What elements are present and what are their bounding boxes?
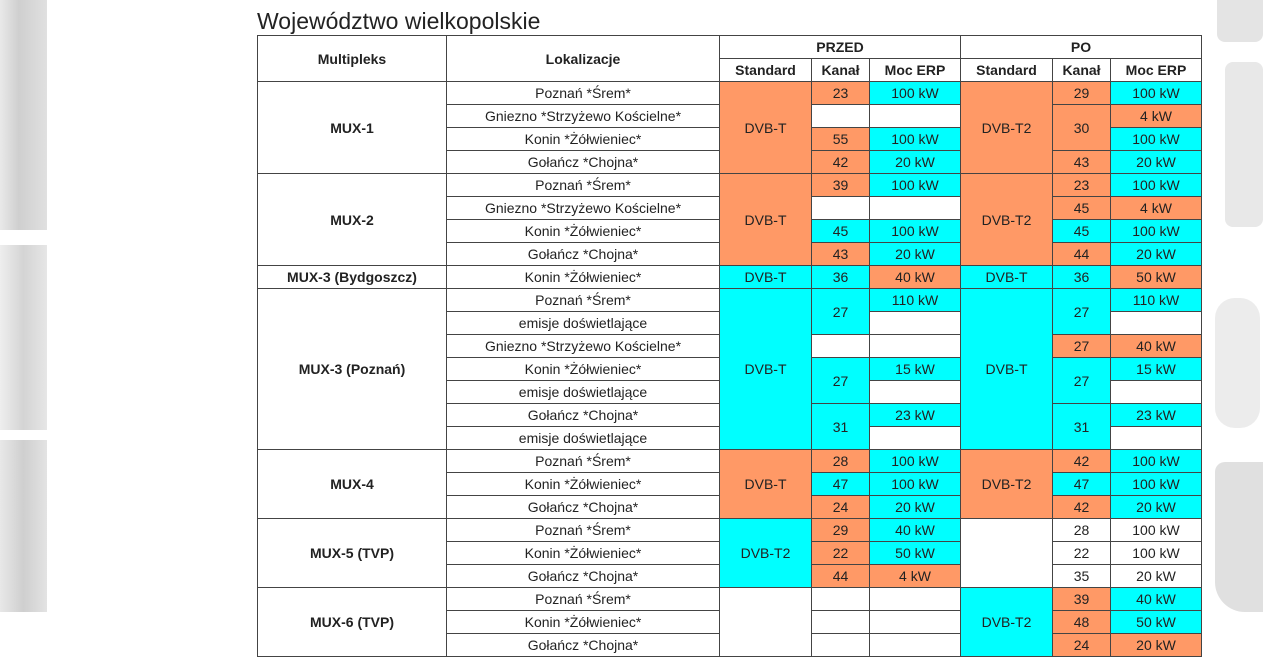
- kanal-przed-cell: 43: [812, 243, 870, 266]
- moc-przed-cell: [870, 381, 961, 404]
- kanal-po-cell: 42: [1053, 450, 1111, 473]
- table-row: [258, 174, 1202, 197]
- moc-po-cell: 50 kW: [1111, 266, 1202, 289]
- standard-po-cell: [961, 519, 1053, 588]
- kanal-po-cell: 30: [1053, 105, 1111, 151]
- moc-po-cell: 100 kW: [1111, 473, 1202, 496]
- location-cell: Konin *Żółwieniec*: [447, 473, 720, 496]
- moc-po-cell: [1111, 427, 1202, 450]
- kanal-przed-cell: 44: [812, 565, 870, 588]
- moc-przed-cell: [870, 105, 961, 128]
- kanal-po-cell: 29: [1053, 82, 1111, 105]
- decorative-side-image: [0, 245, 47, 430]
- moc-po-cell: 20 kW: [1111, 243, 1202, 266]
- table-row: [258, 450, 1202, 473]
- moc-przed-cell: 20 kW: [870, 243, 961, 266]
- kanal-po-cell: 24: [1053, 634, 1111, 657]
- kanal-przed-cell: [812, 611, 870, 634]
- location-cell: Gniezno *Strzyżewo Kościelne*: [447, 197, 720, 220]
- moc-po-cell: 100 kW: [1111, 82, 1202, 105]
- header-moc-po: Moc ERP: [1111, 59, 1202, 82]
- table-row: [258, 266, 1202, 289]
- standard-przed-cell: DVB-T: [720, 289, 812, 450]
- location-cell: Gniezno *Strzyżewo Kościelne*: [447, 335, 720, 358]
- moc-po-cell: 40 kW: [1111, 335, 1202, 358]
- kanal-przed-cell: 27: [812, 289, 870, 335]
- kanal-po-cell: 27: [1053, 358, 1111, 404]
- kanal-przed-cell: 39: [812, 174, 870, 197]
- kanal-po-cell: 22: [1053, 542, 1111, 565]
- moc-po-cell: 50 kW: [1111, 611, 1202, 634]
- moc-przed-cell: 100 kW: [870, 174, 961, 197]
- kanal-po-cell: 44: [1053, 243, 1111, 266]
- moc-po-cell: 4 kW: [1111, 105, 1202, 128]
- decorative-side-image: [1215, 298, 1260, 428]
- mux-name: MUX-6 (TVP): [258, 588, 447, 657]
- kanal-przed-cell: [812, 634, 870, 657]
- location-cell: Poznań *Śrem*: [447, 588, 720, 611]
- moc-przed-cell: [870, 197, 961, 220]
- standard-przed-cell: DVB-T: [720, 82, 812, 174]
- standard-przed-cell: DVB-T2: [720, 519, 812, 588]
- location-cell: Poznań *Śrem*: [447, 82, 720, 105]
- mux-name: MUX-1: [258, 82, 447, 174]
- page-title: Województwo wielkopolskie: [257, 8, 541, 34]
- kanal-przed-cell: 23: [812, 82, 870, 105]
- location-cell: Gołańcz *Chojna*: [447, 496, 720, 519]
- location-cell: Poznań *Śrem*: [447, 519, 720, 542]
- moc-po-cell: 100 kW: [1111, 220, 1202, 243]
- moc-przed-cell: [870, 588, 961, 611]
- standard-po-cell: DVB-T2: [961, 82, 1053, 174]
- moc-przed-cell: [870, 611, 961, 634]
- kanal-przed-cell: 22: [812, 542, 870, 565]
- kanal-przed-cell: 55: [812, 128, 870, 151]
- standard-po-cell: DVB-T2: [961, 588, 1053, 657]
- kanal-przed-cell: 29: [812, 519, 870, 542]
- moc-po-cell: 20 kW: [1111, 496, 1202, 519]
- kanal-po-cell: 23: [1053, 174, 1111, 197]
- header-przed: PRZED: [720, 36, 961, 59]
- kanal-po-cell: 28: [1053, 519, 1111, 542]
- kanal-po-cell: 42: [1053, 496, 1111, 519]
- standard-po-cell: DVB-T2: [961, 174, 1053, 266]
- standard-przed-cell: DVB-T: [720, 450, 812, 519]
- kanal-przed-cell: [812, 197, 870, 220]
- moc-po-cell: 4 kW: [1111, 197, 1202, 220]
- location-cell: emisje doświetlające: [447, 381, 720, 404]
- moc-przed-cell: [870, 312, 961, 335]
- standard-przed-cell: DVB-T: [720, 174, 812, 266]
- kanal-po-cell: 48: [1053, 611, 1111, 634]
- moc-po-cell: [1111, 381, 1202, 404]
- kanal-przed-cell: 24: [812, 496, 870, 519]
- kanal-przed-cell: 45: [812, 220, 870, 243]
- location-cell: Gołańcz *Chojna*: [447, 243, 720, 266]
- moc-po-cell: 15 kW: [1111, 358, 1202, 381]
- mux-name: MUX-2: [258, 174, 447, 266]
- moc-po-cell: 110 kW: [1111, 289, 1202, 312]
- decorative-side-image: [0, 440, 47, 612]
- kanal-przed-cell: 28: [812, 450, 870, 473]
- header-kanal-przed: Kanał: [812, 59, 870, 82]
- header-po: PO: [961, 36, 1202, 59]
- kanal-po-cell: 45: [1053, 197, 1111, 220]
- kanal-przed-cell: 27: [812, 358, 870, 404]
- standard-po-cell: DVB-T: [961, 289, 1053, 450]
- moc-przed-cell: 100 kW: [870, 82, 961, 105]
- kanal-po-cell: 47: [1053, 473, 1111, 496]
- decorative-side-image: [0, 0, 47, 230]
- header-kanal-po: Kanał: [1053, 59, 1111, 82]
- location-cell: Poznań *Śrem*: [447, 289, 720, 312]
- location-cell: Gołańcz *Chojna*: [447, 404, 720, 427]
- moc-po-cell: 40 kW: [1111, 588, 1202, 611]
- moc-przed-cell: 40 kW: [870, 266, 961, 289]
- location-cell: Konin *Żółwieniec*: [447, 220, 720, 243]
- moc-przed-cell: 100 kW: [870, 128, 961, 151]
- moc-po-cell: 100 kW: [1111, 542, 1202, 565]
- moc-przed-cell: 100 kW: [870, 220, 961, 243]
- kanal-przed-cell: 42: [812, 151, 870, 174]
- moc-po-cell: 100 kW: [1111, 128, 1202, 151]
- moc-przed-cell: [870, 335, 961, 358]
- kanal-po-cell: 39: [1053, 588, 1111, 611]
- kanal-po-cell: 27: [1053, 289, 1111, 335]
- location-cell: Konin *Żółwieniec*: [447, 266, 720, 289]
- location-cell: Poznań *Śrem*: [447, 450, 720, 473]
- moc-przed-cell: 15 kW: [870, 358, 961, 381]
- kanal-po-cell: 43: [1053, 151, 1111, 174]
- moc-po-cell: 100 kW: [1111, 519, 1202, 542]
- kanal-przed-cell: 47: [812, 473, 870, 496]
- decorative-side-image: [1225, 62, 1263, 227]
- moc-przed-cell: 20 kW: [870, 496, 961, 519]
- moc-po-cell: 20 kW: [1111, 565, 1202, 588]
- header-multipleks: Multipleks: [258, 36, 447, 82]
- header-standard-przed: Standard: [720, 59, 812, 82]
- moc-przed-cell: 23 kW: [870, 404, 961, 427]
- table-row: [258, 289, 1202, 312]
- kanal-przed-cell: [812, 588, 870, 611]
- moc-przed-cell: 110 kW: [870, 289, 961, 312]
- moc-przed-cell: 100 kW: [870, 450, 961, 473]
- mux-name: MUX-3 (Poznań): [258, 289, 447, 450]
- moc-po-cell: 100 kW: [1111, 174, 1202, 197]
- kanal-po-cell: 45: [1053, 220, 1111, 243]
- location-cell: Gołańcz *Chojna*: [447, 151, 720, 174]
- multiplex-table: [257, 35, 1202, 657]
- moc-przed-cell: 50 kW: [870, 542, 961, 565]
- moc-przed-cell: 100 kW: [870, 473, 961, 496]
- kanal-przed-cell: [812, 105, 870, 128]
- location-cell: Poznań *Śrem*: [447, 174, 720, 197]
- location-cell: Konin *Żółwieniec*: [447, 358, 720, 381]
- location-cell: emisje doświetlające: [447, 427, 720, 450]
- decorative-side-image: [1217, 0, 1263, 42]
- moc-po-cell: 20 kW: [1111, 151, 1202, 174]
- moc-przed-cell: 20 kW: [870, 151, 961, 174]
- header-moc-przed: Moc ERP: [870, 59, 961, 82]
- moc-po-cell: 23 kW: [1111, 404, 1202, 427]
- standard-po-cell: DVB-T: [961, 266, 1053, 289]
- moc-po-cell: 20 kW: [1111, 634, 1202, 657]
- mux-name: MUX-3 (Bydgoszcz): [258, 266, 447, 289]
- moc-po-cell: 100 kW: [1111, 450, 1202, 473]
- moc-przed-cell: [870, 427, 961, 450]
- table-row: [258, 519, 1202, 542]
- moc-przed-cell: [870, 634, 961, 657]
- header-lokalizacje: Lokalizacje: [447, 36, 720, 82]
- location-cell: Konin *Żółwieniec*: [447, 611, 720, 634]
- kanal-po-cell: 31: [1053, 404, 1111, 450]
- standard-przed-cell: [720, 588, 812, 657]
- kanal-po-cell: 27: [1053, 335, 1111, 358]
- table-row: [258, 588, 1202, 611]
- standard-przed-cell: DVB-T: [720, 266, 812, 289]
- header-standard-po: Standard: [961, 59, 1053, 82]
- location-cell: Konin *Żółwieniec*: [447, 542, 720, 565]
- table-row: [258, 82, 1202, 105]
- kanal-po-cell: 36: [1053, 266, 1111, 289]
- location-cell: Konin *Żółwieniec*: [447, 128, 720, 151]
- moc-po-cell: [1111, 312, 1202, 335]
- decorative-side-image: [1215, 462, 1263, 612]
- location-cell: Gniezno *Strzyżewo Kościelne*: [447, 105, 720, 128]
- standard-po-cell: DVB-T2: [961, 450, 1053, 519]
- location-cell: Gołańcz *Chojna*: [447, 634, 720, 657]
- mux-name: MUX-5 (TVP): [258, 519, 447, 588]
- kanal-przed-cell: [812, 335, 870, 358]
- kanal-przed-cell: 36: [812, 266, 870, 289]
- kanal-po-cell: 35: [1053, 565, 1111, 588]
- location-cell: emisje doświetlające: [447, 312, 720, 335]
- moc-przed-cell: 40 kW: [870, 519, 961, 542]
- mux-name: MUX-4: [258, 450, 447, 519]
- kanal-przed-cell: 31: [812, 404, 870, 450]
- moc-przed-cell: 4 kW: [870, 565, 961, 588]
- location-cell: Gołańcz *Chojna*: [447, 565, 720, 588]
